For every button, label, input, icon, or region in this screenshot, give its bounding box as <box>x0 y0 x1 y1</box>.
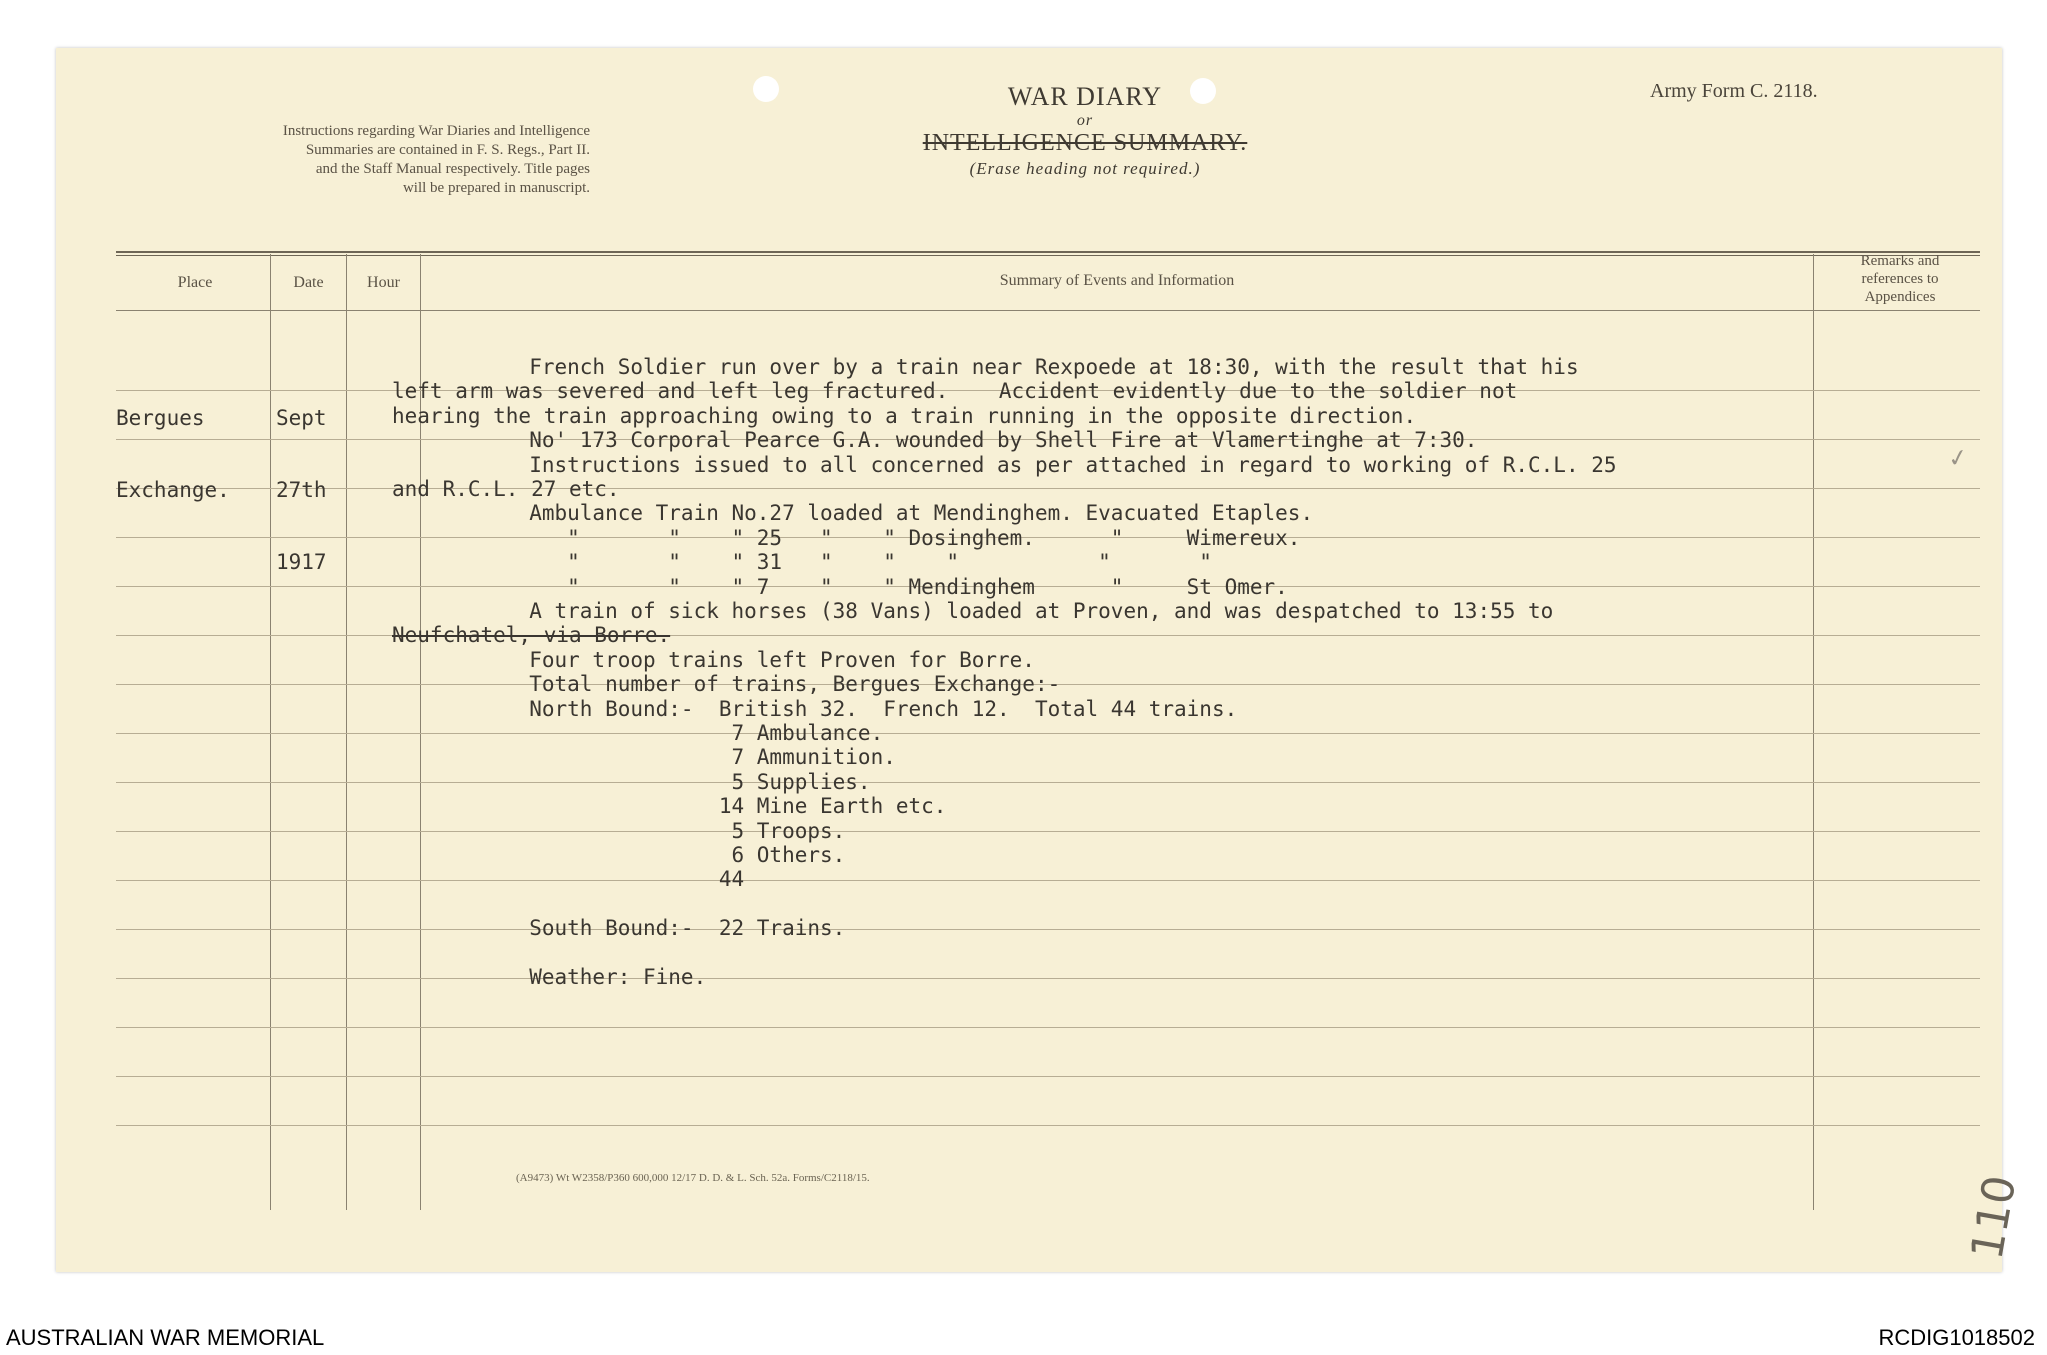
summary-line: A train of sick horses (38 Vans) loaded at Proven, and was despatched to 13:55 to <box>466 599 1554 623</box>
summary-line: 7 Ambulance. <box>466 721 884 745</box>
header-divider <box>116 310 1980 311</box>
place-line: Bergues <box>116 406 205 430</box>
summary-line: 7 Ammunition. <box>466 745 896 770</box>
ruled-line <box>116 1076 1980 1077</box>
summary-line: 5 Troops. <box>466 818 846 843</box>
title-or: or <box>1076 112 1094 129</box>
col-remarks-header <box>1814 252 1986 306</box>
page-number: 110 <box>1961 1171 2027 1264</box>
check-mark: ✓ <box>1945 444 1971 474</box>
col-summary-header: Summary of Events and Information <box>999 272 1235 289</box>
archive-id: RCDIG1018502 <box>1878 1325 2035 1350</box>
top-rule-thin <box>116 255 1980 256</box>
summary-line: " " " 31 " " " " " <box>466 550 1212 575</box>
entry-date <box>276 358 327 598</box>
summary-line: Neufchatel, via Borre. <box>392 623 671 648</box>
summary-line: Four troop trains left Proven for Borre. <box>466 647 1035 672</box>
instructions-line: Instructions regarding War Diaries and Intelligence <box>282 123 590 139</box>
form-title <box>905 82 1265 179</box>
summary-line: 5 Supplies. <box>466 769 871 794</box>
instructions-line: will be prepared in manuscript. <box>402 180 590 196</box>
instructions-note <box>100 122 590 198</box>
archive-name: AUSTRALIAN WAR MEMORIAL <box>6 1325 325 1350</box>
entry-place <box>116 358 230 526</box>
summary-line: French Soldier run over by a train near Rexpoede at 18:30, with the result that his <box>466 355 1579 379</box>
ruled-line <box>116 1027 1980 1028</box>
summary-line: 6 Others. <box>466 843 846 867</box>
summary-line: " " " 7 " " Mendinghem " St Omer. <box>466 574 1288 599</box>
col-divider <box>346 254 347 1210</box>
ruled-line <box>116 929 1980 930</box>
summary-line: North Bound:- British 32. French 12. Total 44 trains. <box>466 696 1238 721</box>
summary-line: Weather: Fine. <box>466 965 707 989</box>
summary-line: 44 <box>466 867 745 892</box>
remarks-header-line: Appendices <box>1864 289 1936 305</box>
ruled-line <box>116 978 1980 979</box>
date-line: Sept <box>276 406 327 430</box>
remarks-header-line: Remarks and <box>1860 253 1940 269</box>
print-footnote: (A9473) Wt W2358/P360 600,000 12/17 D. D. & L. Sch. 52a. Forms/C2118/15. <box>516 1172 870 1184</box>
col-divider <box>1813 254 1814 1210</box>
summary-line: 14 Mine Earth etc. <box>466 794 947 819</box>
col-place-header: Place <box>177 274 213 291</box>
ruled-line <box>116 831 1980 832</box>
instructions-line: Summaries are contained in F. S. Regs., Part II. <box>305 142 590 158</box>
top-rule <box>116 251 1980 253</box>
summary-line: South Bound:- 22 Trains. <box>466 916 846 941</box>
place-line: Exchange. <box>116 478 230 502</box>
summary-line: and R.C.L. 27 etc. <box>392 477 620 501</box>
title-war-diary: WAR DIARY <box>1007 82 1163 111</box>
instructions-line: and the Staff Manual respectively. Title pages <box>315 161 590 177</box>
summary-line: No' 173 Corporal Pearce G.A. wounded by Shell Fire at Vlamertinghe at 7:30. <box>466 428 1478 453</box>
punch-hole <box>753 76 779 102</box>
ruled-line <box>116 782 1980 783</box>
ruled-line <box>116 733 1980 734</box>
summary-line: Total number of trains, Bergues Exchange:- <box>466 672 1061 697</box>
col-hour-header: Hour <box>367 274 400 291</box>
summary-line: Ambulance Train No.27 loaded at Mendinghem. Evacuated Etaples. <box>466 501 1314 526</box>
army-form-number: Army Form C. 2118. <box>1650 80 1818 102</box>
ruled-line <box>116 880 1980 881</box>
date-line: 1917 <box>276 550 327 574</box>
summary-line: Instructions issued to all concerned as per attached in regard to working of R.C.L. 25 <box>466 452 1617 477</box>
col-divider <box>270 254 271 1210</box>
ruled-line <box>116 1125 1980 1126</box>
title-erase-note: (Erase heading not required.) <box>969 159 1201 178</box>
summary-line: " " " 25 " " Dosinghem. " Wimereux. <box>466 525 1301 550</box>
summary-line: left arm was severed and left leg fractured. Accident evidently due to the soldier not <box>392 379 1518 404</box>
col-date-header: Date <box>293 274 324 291</box>
title-intelligence-summary: INTELLIGENCE SUMMARY. <box>922 130 1248 156</box>
remarks-header-line: references to <box>1861 271 1939 287</box>
date-line: 27th <box>276 478 327 502</box>
summary-line: hearing the train approaching owing to a train running in the opposite direction. <box>392 403 1417 428</box>
